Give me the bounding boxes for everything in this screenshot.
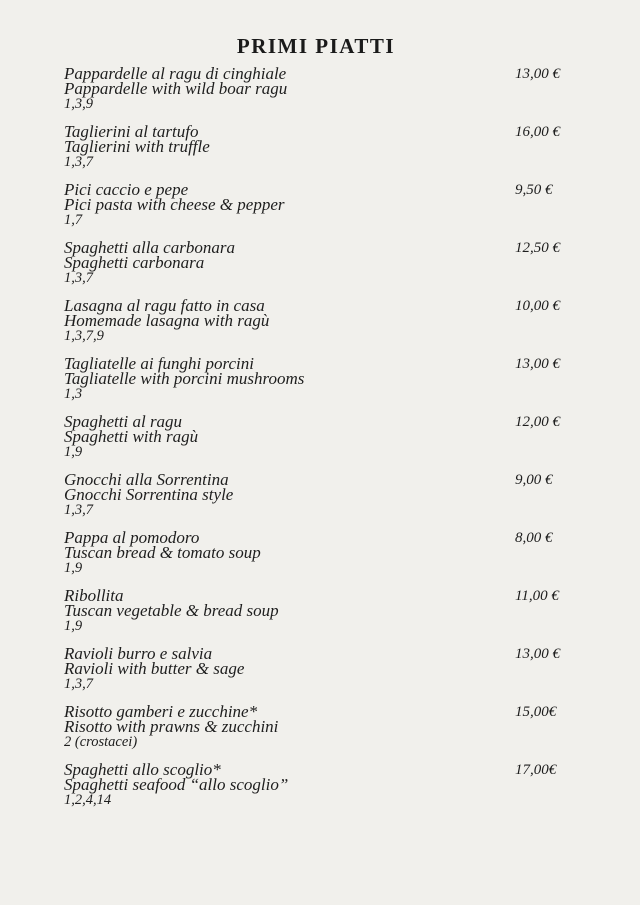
menu-item-list — [64, 66, 574, 820]
menu-item — [64, 356, 574, 414]
dish-name-italian: Spaghetti allo scoglio* — [64, 760, 221, 779]
dish-price: 15,00€ — [515, 704, 557, 720]
allergen-codes: 1,9 — [64, 560, 83, 576]
dish-name-english: Pici pasta with cheese & pepper — [64, 195, 285, 214]
dish-name-english: Risotto with prawns & zucchini — [64, 717, 279, 736]
dish-name-italian: Gnocchi alla Sorrentina — [64, 470, 229, 489]
menu-item — [64, 762, 574, 820]
dish-name-english: Tuscan vegetable & bread soup — [64, 601, 279, 620]
dish-name-english: Gnocchi Sorrentina style — [64, 485, 234, 504]
dish-name-italian: Taglierini al tartufo — [64, 122, 199, 141]
dish-name-english: Tagliatelle with porcini mushrooms — [64, 369, 305, 388]
menu-item — [64, 704, 574, 762]
dish-price: 10,00 € — [515, 298, 560, 314]
menu-item — [64, 646, 574, 704]
menu-item — [64, 66, 574, 124]
allergen-codes: 1,3 — [64, 386, 83, 402]
dish-name-italian: Ravioli burro e salvia — [64, 644, 213, 663]
dish-name-italian: Pappa al pomodoro — [64, 528, 200, 547]
allergen-codes: 1,3,7 — [64, 676, 93, 692]
dish-price: 11,00 € — [515, 588, 559, 604]
dish-price: 12,00 € — [515, 414, 560, 430]
dish-name-italian: Pappardelle al ragu di cinghiale — [64, 64, 287, 83]
dish-name-english: Taglierini with truffle — [64, 137, 210, 156]
menu-item — [64, 298, 574, 356]
menu-item — [64, 530, 574, 588]
dish-price: 12,50 € — [515, 240, 560, 256]
allergen-codes: 1,3,7 — [64, 270, 93, 286]
dish-name-italian: Spaghetti alla carbonara — [64, 238, 235, 257]
menu-item — [64, 588, 574, 646]
allergen-codes: 1,7 — [64, 212, 83, 228]
dish-price: 9,50 € — [515, 182, 553, 198]
dish-price: 13,00 € — [515, 66, 560, 82]
allergen-codes: 1,3,7,9 — [64, 328, 104, 344]
dish-name-italian: Tagliatelle ai funghi porcini — [64, 354, 254, 373]
menu-item — [64, 240, 574, 298]
allergen-codes: 1,3,9 — [64, 96, 93, 112]
allergen-codes: 1,3,7 — [64, 154, 93, 170]
dish-name-italian: Pici caccio e pepe — [64, 180, 189, 199]
allergen-codes: 1,9 — [64, 444, 83, 460]
menu-item — [64, 472, 574, 530]
dish-price: 13,00 € — [515, 356, 560, 372]
menu-item — [64, 182, 574, 240]
menu-item — [64, 414, 574, 472]
dish-name-english: Spaghetti carbonara — [64, 253, 205, 272]
allergen-codes: 1,2,4,14 — [64, 792, 112, 808]
allergen-codes: 1,3,7 — [64, 502, 93, 518]
dish-price: 16,00 € — [515, 124, 560, 140]
dish-name-italian: Risotto gamberi e zucchine* — [64, 702, 258, 721]
dish-name-english: Spaghetti with ragù — [64, 427, 199, 446]
allergen-codes: 1,9 — [64, 618, 83, 634]
dish-price: 8,00 € — [515, 530, 553, 546]
dish-name-english: Pappardelle with wild boar ragu — [64, 79, 288, 98]
dish-name-italian: Lasagna al ragu fatto in casa — [64, 296, 265, 315]
dish-name-english: Ravioli with butter & sage — [64, 659, 245, 678]
dish-name-english: Tuscan bread & tomato soup — [64, 543, 261, 562]
page-title: PRIMI PIATTI — [236, 34, 396, 58]
dish-name-english: Spaghetti seafood “allo scoglio” — [64, 775, 289, 794]
dish-price: 13,00 € — [515, 646, 560, 662]
dish-price: 9,00 € — [515, 472, 553, 488]
dish-name-italian: Ribollita — [64, 586, 124, 605]
dish-name-italian: Spaghetti al ragu — [64, 412, 183, 431]
allergen-codes: 2 (crostacei) — [64, 734, 138, 750]
menu-item — [64, 124, 574, 182]
dish-name-english: Homemade lasagna with ragù — [64, 311, 270, 330]
dish-price: 17,00€ — [515, 762, 557, 778]
